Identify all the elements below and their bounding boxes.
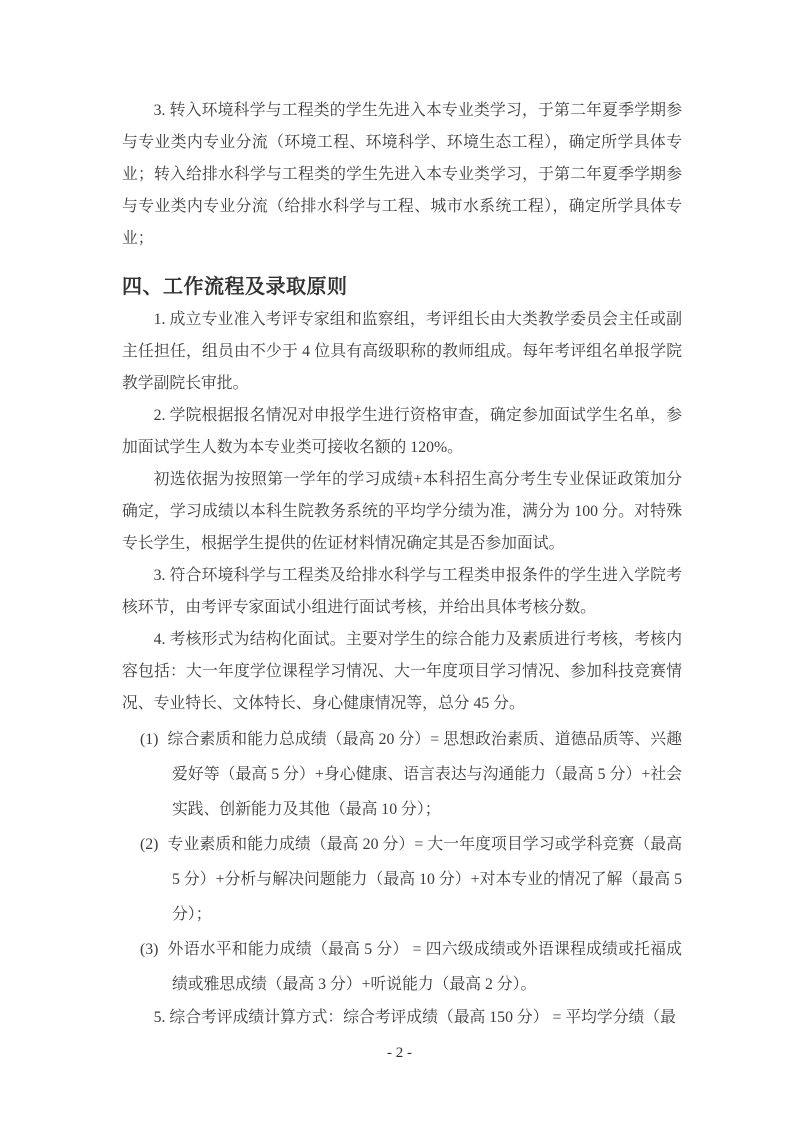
- score-item-marker: (1): [140, 731, 159, 748]
- paragraph-step2-qualification-review: 2. 学院根据报名情况对申报学生进行资格审查，确定参加面试学生名单，参加面试学生人数为本专业类可接收名额的 120%。: [122, 407, 682, 456]
- score-item-marker: (3): [140, 941, 159, 958]
- score-item-text: 外语水平和能力成绩（最高 5 分） = 四六级成绩或外语课程成绩或托福成绩或雅思成绩（最高 3 分）+听说能力（最高 2 分）。: [167, 941, 682, 993]
- page-number: - 2 -: [387, 1045, 412, 1061]
- score-item-text: 综合素质和能力总成绩（最高 20 分）= 思想政治素质、道德品质等、兴趣爱好等（最高 5 分）+身心健康、语言表达与沟通能力（最高 5 分）+社会实践、创新能力及其他（最高 10 分）；: [167, 731, 682, 818]
- score-item-marker: (2): [140, 836, 159, 853]
- paragraph-step1-expert-group: 1. 成立专业准入考评专家组和监察组，考评组长由大类教学委员会主任或副主任担任，组员由不少于 4 位具有高级职称的教师组成。每年考评组名单报学院教学副院长审批。: [122, 311, 682, 392]
- score-item-comprehensive-quality: [122, 722, 682, 827]
- score-item-text: 专业素质和能力成绩（最高 20 分）= 大一年度项目学习或学科竞赛（最高 5 分）+分析与解决问题能力（最高 10 分）+对本专业的情况了解（最高 5 分）；: [167, 836, 682, 923]
- score-item-foreign-language: [122, 932, 682, 1002]
- score-item-professional-quality: [122, 827, 682, 932]
- paragraph-step5-total-score-formula: 5. 综合考评成绩计算方式：综合考评成绩（最高 150 分） = 平均学分绩（最: [153, 1009, 676, 1026]
- score-breakdown-list: [122, 722, 682, 1002]
- paragraph-step4-structured-interview: 4. 考核形式为结构化面试。主要对学生的综合能力及素质进行考核，考核内容包括：大一年度学位课程学习情况、大一年度项目学习情况、参加科技竞赛情况、专业特长、文体特长、身心健康情况等，总分 45 分。: [122, 631, 682, 712]
- section-heading-workflow: 四、工作流程及录取原则: [122, 276, 348, 298]
- paragraph-step3-interview-assessment: 3. 符合环境科学与工程类及给排水科学与工程类申报条件的学生进入学院考核环节，由考评专家面试小组进行面试考核，并给出具体考核分数。: [122, 567, 682, 616]
- paragraph-transfer-policy: 3. 转入环境科学与工程类的学生先进入本专业类学习，于第二年夏季学期参与专业类内专业分流（环境工程、环境科学、环境生态工程），确定所学具体专业；转入给排水科学与工程类的学生先进入本专业类学习，于第二年夏季学期参与专业类内专业分流（给排水科学与工程、城市水系统工程），确定所学具体专业；: [122, 102, 682, 247]
- document-body: [122, 0, 682, 1034]
- paragraph-step2-preselection-basis: 初选依据为按照第一学年的学习成绩+本科招生高分考生专业保证政策加分确定，学习成绩以本科生院教务系统的平均学分绩为准，满分为 100 分。对特殊专长学生，根据学生提供的佐证材料情况确定其是否参加面试。: [122, 471, 682, 552]
